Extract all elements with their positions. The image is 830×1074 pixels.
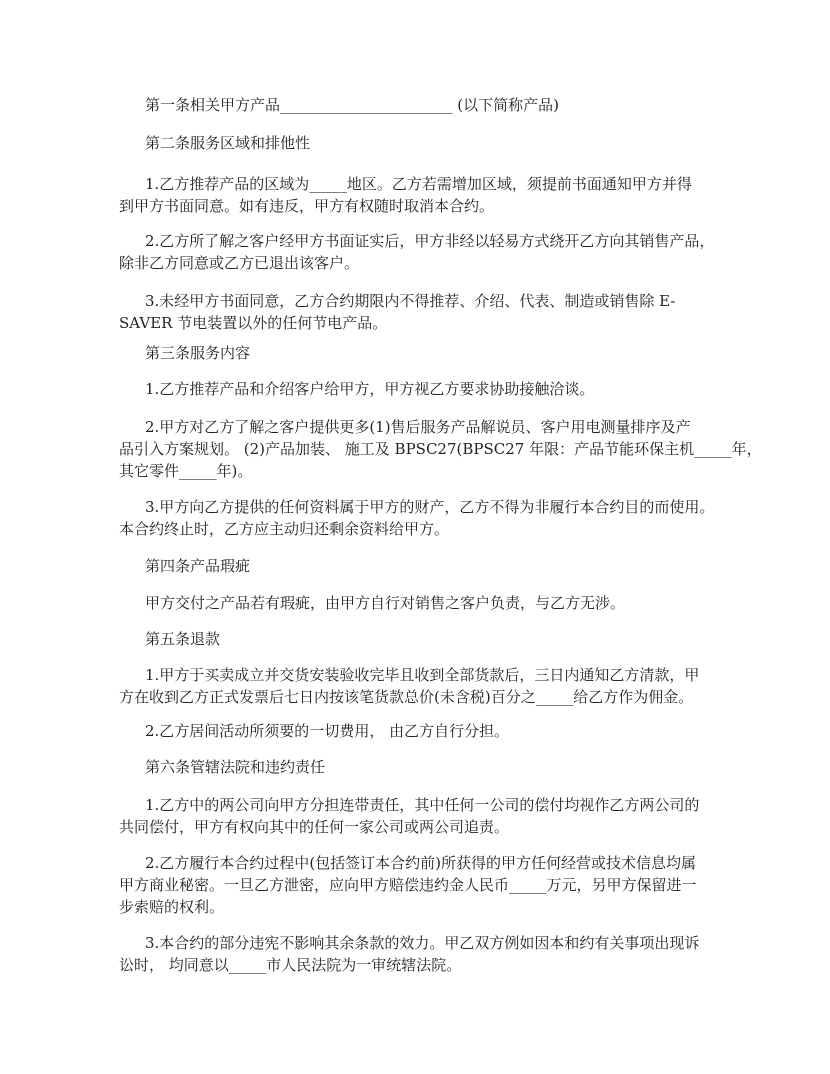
paragraph-line: SAVER 节电装置以外的任何节电产品。 bbox=[119, 314, 388, 332]
paragraph bbox=[119, 496, 719, 540]
paragraph bbox=[119, 664, 719, 708]
paragraph bbox=[119, 290, 719, 334]
paragraph bbox=[119, 628, 719, 650]
paragraph-line: 本合约终止时，乙方应主动归还剩余资料给甲方。 bbox=[119, 520, 450, 538]
paragraph-line: 甲方交付之产品若有瑕疵，由甲方自行对销售之客户负责，与乙方无涉。 bbox=[145, 594, 626, 612]
paragraph-line: 2.甲方对乙方了解之客户提供更多(1)售后服务产品解说员、客户用电测量排序及产 bbox=[145, 418, 691, 436]
paragraph-line: 讼时， 均同意以_____市人民法院为一审统辖法院。 bbox=[119, 956, 462, 974]
paragraph bbox=[119, 230, 719, 274]
paragraph-line: 第六条管辖法院和违约责任 bbox=[145, 758, 326, 776]
paragraph bbox=[119, 852, 719, 918]
paragraph-line: 到甲方书面同意。如有违反，甲方有权随时取消本合约。 bbox=[119, 197, 495, 215]
paragraph-line: 共同偿付，甲方有权向其中的任何一家公司或两公司追责。 bbox=[119, 818, 510, 836]
paragraph-line: 第四条产品瑕疵 bbox=[145, 557, 251, 575]
paragraph-line: 甲方商业秘密。一旦乙方泄密，应向甲方赔偿违约金人民币_____万元，另甲方保留进一 bbox=[119, 876, 697, 894]
paragraph-line: 第二条服务区域和排他性 bbox=[145, 134, 311, 152]
paragraph bbox=[119, 416, 762, 482]
paragraph bbox=[119, 555, 719, 577]
paragraph bbox=[119, 342, 719, 364]
paragraph-line: 第一条相关甲方产品_______________________ (以下简称产品) bbox=[145, 96, 559, 114]
paragraph bbox=[119, 592, 719, 614]
paragraph-line: 3.甲方向乙方提供的任何资料属于甲方的财产，乙方不得为非履行本合约目的而使用。 bbox=[145, 498, 715, 516]
paragraph bbox=[119, 794, 719, 838]
paragraph-line: 方在收到乙方正式发票后七日内按该笔货款总价(未含税)百分之_____给乙方作为佣金。 bbox=[119, 688, 694, 706]
paragraph bbox=[119, 756, 719, 778]
paragraph bbox=[119, 132, 719, 154]
paragraph-line: 其它零件_____年)。 bbox=[119, 462, 253, 480]
paragraph bbox=[119, 932, 719, 976]
paragraph-line: 除非乙方同意或乙方已退出该客户。 bbox=[119, 254, 360, 272]
paragraph-line: 1.乙方中的两公司向甲方分担连带责任，其中任何一公司的偿付均视作乙方两公司的 bbox=[145, 796, 700, 814]
paragraph bbox=[119, 720, 719, 742]
paragraph-line: 第五条退款 bbox=[145, 630, 221, 648]
paragraph-line: 1.甲方于买卖成立并交货安装验收完毕且收到全部货款后，三日内通知乙方清款，甲 bbox=[145, 666, 700, 684]
paragraph-line: 步索赔的权利。 bbox=[119, 898, 225, 916]
paragraph-line: 第三条服务内容 bbox=[145, 344, 251, 362]
paragraph bbox=[119, 173, 719, 217]
paragraph-line: 2.乙方所了解之客户经甲方书面证实后，甲方非经以轻易方式绕开乙方向其销售产品， bbox=[145, 232, 715, 250]
paragraph-line: 1.乙方推荐产品和介绍客户给甲方，甲方视乙方要求协助接触洽谈。 bbox=[145, 380, 595, 398]
paragraph-line: 3.本合约的部分违宪不影响其余条款的效力。甲乙双方例如因本和约有关事项出现诉 bbox=[145, 934, 700, 952]
paragraph-line: 3.未经甲方书面同意，乙方合约期限内不得推荐、介绍、代表、制造或销售除 E- bbox=[145, 292, 676, 310]
paragraph-line: 2.乙方居间活动所须要的一切费用， 由乙方自行分担。 bbox=[145, 722, 510, 740]
paragraph-line: 2.乙方履行本合约过程中(包括签订本合约前)所获得的甲方任何经营或技术信息均属 bbox=[145, 854, 697, 872]
paragraph bbox=[119, 378, 719, 400]
paragraph-line: 1.乙方推荐产品的区域为_____地区。乙方若需增加区域，须提前书面通知甲方并得 bbox=[145, 175, 692, 193]
paragraph-line: 品引入方案规划。 (2)产品加装、 施工及 BPSC27(BPSC27 年限：产品节能环保主机_____年， bbox=[119, 440, 762, 458]
paragraph bbox=[119, 94, 719, 116]
